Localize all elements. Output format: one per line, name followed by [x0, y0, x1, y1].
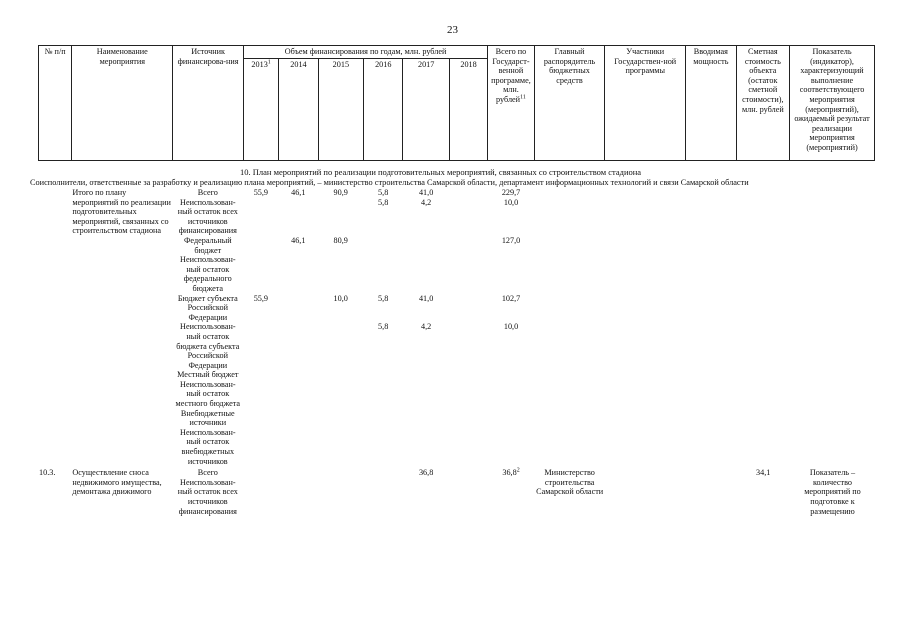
value-y2018 — [449, 188, 487, 198]
item-name: Осуществление сноса недвижимого имущества, демонтажа движимого — [72, 468, 162, 497]
empty-cell — [736, 409, 790, 428]
funding-source: Внебюджетные источники — [180, 408, 235, 428]
value-y2017 — [403, 236, 450, 255]
page-number: 23 — [447, 24, 458, 36]
empty-cell — [790, 188, 875, 198]
empty-cell — [736, 198, 790, 236]
empty-cell — [736, 322, 790, 370]
empty-cell — [605, 409, 686, 428]
value-y2018 — [449, 370, 487, 380]
value-y2013 — [243, 236, 278, 255]
empty-cell — [605, 322, 686, 370]
value-y2015: 80,9 — [333, 235, 348, 245]
empty-cell — [686, 294, 737, 323]
empty-cell — [686, 409, 737, 428]
total-value: 36,8 — [502, 468, 517, 478]
value-y2016 — [363, 370, 402, 380]
value-y2013 — [243, 466, 278, 478]
funding-source: Неиспользован-ный остаток бюджета субъекта Российской Федерации — [176, 322, 240, 370]
header-num: № п/п — [39, 46, 72, 161]
empty-cell — [790, 322, 875, 370]
value-y2015: 10,0 — [333, 293, 348, 303]
value-y2014 — [279, 428, 318, 466]
value-y2013 — [243, 478, 278, 516]
empty-cell — [790, 294, 875, 323]
value-y2014: 46,1 — [291, 235, 306, 245]
value-total — [488, 255, 535, 293]
empty-cell — [534, 409, 605, 428]
empty-cell — [534, 236, 605, 255]
value-y2015 — [318, 198, 363, 236]
value-y2018 — [449, 294, 487, 323]
empty-cell — [605, 188, 686, 198]
value-y2014: 46,1 — [291, 188, 306, 197]
value-y2017 — [403, 428, 450, 466]
value-y2014 — [279, 198, 318, 236]
value-y2018 — [449, 322, 487, 370]
group-total-name: Итого по плану мероприятий по реализации подготовительных мероприятий, связанных со строительством стадиона — [72, 188, 171, 236]
empty-cell — [686, 188, 737, 198]
value-y2013 — [243, 198, 278, 236]
value-y2016 — [363, 478, 402, 516]
value-total — [488, 370, 535, 380]
funding-source: Федеральный бюджет — [183, 235, 232, 255]
header-capacity: Вводимая мощность — [686, 46, 736, 161]
value-y2016 — [363, 409, 402, 428]
value-y2014 — [279, 255, 318, 293]
header-estimated-cost: Сметная стоимость объекта (остаток сметной стоимости), млн. рублей — [736, 46, 790, 161]
header-year-2017: 2017 — [403, 59, 449, 161]
header-name: Наименование мероприятия — [72, 46, 173, 161]
section-coexecutors: Соисполнители, ответственные за разработку и реализацию плана мероприятий, – министерство строительства Самарской области, департамент информационных технологий и связи Самарской области — [30, 178, 749, 187]
funding-source: Всего — [197, 188, 218, 197]
table-header — [38, 45, 875, 161]
empty-cell — [605, 380, 686, 409]
value-y2017: 4,2 — [421, 197, 432, 207]
value-total: 127,0 — [501, 235, 521, 245]
value-y2014 — [279, 409, 318, 428]
empty-cell — [790, 198, 875, 236]
empty-cell — [605, 294, 686, 323]
empty-cell — [736, 428, 790, 466]
value-total — [488, 380, 535, 409]
empty-cell — [736, 294, 790, 323]
value-y2015 — [318, 322, 363, 370]
funding-source: Неиспользован-ный остаток всех источников финансирования — [177, 477, 238, 516]
empty-cell — [736, 255, 790, 293]
value-total: 102,7 — [501, 293, 521, 303]
value-y2015 — [318, 255, 363, 293]
value-y2016 — [363, 255, 402, 293]
empty-cell — [790, 380, 875, 409]
value-y2015 — [318, 478, 363, 516]
item-num: 10.3. — [39, 468, 56, 478]
value-y2016 — [363, 380, 402, 409]
funding-source: Неиспользован-ный остаток федерального бюджета — [180, 255, 236, 293]
funding-source: Неиспользован-ный остаток местного бюджета — [175, 379, 241, 409]
value-y2016 — [363, 466, 402, 478]
value-y2018 — [449, 478, 487, 516]
empty-cell — [534, 428, 605, 466]
empty-cell — [605, 428, 686, 466]
value-total: 10,0 — [503, 197, 519, 207]
item-estimated-cost: 34,1 — [756, 468, 771, 478]
empty-cell — [736, 236, 790, 255]
table-body — [38, 188, 875, 516]
empty-cell — [686, 380, 737, 409]
empty-cell — [686, 428, 737, 466]
funding-source: Бюджет субъекта Российской Федерации — [177, 293, 238, 322]
empty-cell — [736, 370, 790, 380]
value-y2015 — [318, 409, 363, 428]
empty-cell — [605, 198, 686, 236]
table-row — [38, 188, 875, 198]
item-10-3-rows — [38, 466, 875, 516]
value-y2016: 5,8 — [378, 188, 389, 197]
value-y2018 — [449, 236, 487, 255]
empty-cell — [534, 322, 605, 370]
header-main-manager: Главный распорядитель бюджетных средств — [534, 46, 605, 161]
value-y2016 — [363, 236, 402, 255]
value-y2014 — [279, 294, 318, 323]
empty-cell — [790, 370, 875, 380]
value-y2015 — [318, 380, 363, 409]
value-y2017 — [403, 380, 450, 409]
value-y2013 — [243, 428, 278, 466]
table-row — [38, 466, 875, 478]
item-capacity — [686, 466, 737, 516]
empty-cell — [686, 198, 737, 236]
value-y2016: 5,8 — [378, 293, 389, 303]
value-total: 10,0 — [503, 322, 519, 332]
item-participants — [605, 466, 686, 516]
value-y2017: 36,8 — [418, 468, 434, 478]
row-num-cell — [38, 188, 71, 466]
header-year-2013: 2013$^1$ — [243, 59, 278, 161]
empty-cell — [605, 370, 686, 380]
header-year-2016: 2016 — [364, 59, 403, 161]
value-total — [488, 478, 535, 516]
value-y2013 — [243, 322, 278, 370]
empty-cell — [534, 370, 605, 380]
header-total: Всего по Государст-венной программе, млн. рублей$^{11}$ — [488, 46, 534, 161]
empty-cell — [790, 236, 875, 255]
empty-cell — [605, 236, 686, 255]
value-y2016: 5,8 — [378, 322, 389, 332]
item-manager: Министерство строительства Самарской области — [536, 468, 604, 497]
empty-cell — [534, 255, 605, 293]
value-y2013 — [243, 409, 278, 428]
header-indicator: Показатель (индикатор), характеризующий выполнение соответствующего мероприятия (мероприятий), ожидаемый результат реализации мероприятия (мероприятий) — [790, 46, 875, 161]
header-volume-by-years: Объем финансирования по годам, млн. рублей — [243, 46, 487, 59]
value-y2017: 41,0 — [418, 293, 434, 303]
value-y2018 — [449, 466, 487, 478]
funding-source: Всего — [197, 468, 218, 478]
value-y2013 — [243, 255, 278, 293]
empty-cell — [605, 255, 686, 293]
funding-source: Местный бюджет — [177, 370, 239, 380]
header-year-2014: 2014 — [279, 59, 318, 161]
empty-cell — [534, 188, 605, 198]
value-y2015 — [318, 466, 363, 478]
funding-source: Неиспользован-ный остаток внебюджетных источников — [180, 427, 236, 466]
item-indicator: Показатель – количество мероприятий по подготовке к размещению — [804, 468, 861, 516]
empty-cell — [736, 380, 790, 409]
value-y2015: 90,9 — [333, 188, 348, 197]
section-title: 10. План мероприятий по реализации подготовительных мероприятий, связанных со строительством стадиона — [240, 167, 642, 177]
value-y2017 — [403, 409, 450, 428]
header-participants: Участники Государствен-ной программы — [605, 46, 686, 161]
empty-cell — [686, 322, 737, 370]
value-y2018 — [449, 428, 487, 466]
empty-cell — [790, 428, 875, 466]
empty-cell — [686, 370, 737, 380]
value-y2014 — [279, 370, 318, 380]
value-y2018 — [449, 198, 487, 236]
value-y2018 — [449, 409, 487, 428]
header-year-2018: 2018 — [449, 59, 487, 161]
empty-cell — [790, 409, 875, 428]
value-total — [488, 466, 535, 478]
value-y2018 — [449, 255, 487, 293]
header-source: Источник финансирова-ния — [173, 46, 244, 161]
value-y2014 — [279, 322, 318, 370]
total-footnote: 2 — [516, 467, 520, 474]
value-y2017 — [403, 478, 450, 516]
value-y2017: 41,0 — [418, 188, 434, 197]
value-total — [488, 409, 535, 428]
header-year-2015: 2015 — [318, 59, 363, 161]
value-y2017: 4,2 — [421, 322, 432, 332]
value-y2013 — [243, 380, 278, 409]
empty-cell — [790, 255, 875, 293]
value-y2018 — [449, 380, 487, 409]
empty-cell — [686, 255, 737, 293]
value-y2014 — [279, 478, 318, 516]
group-total-rows — [38, 188, 875, 466]
value-y2015 — [318, 370, 363, 380]
empty-cell — [686, 236, 737, 255]
value-y2017 — [403, 370, 450, 380]
value-total: 229,7 — [501, 188, 521, 197]
value-y2014 — [279, 380, 318, 409]
value-y2015 — [318, 428, 363, 466]
funding-source: Неиспользован-ный остаток всех источников финансирования — [177, 197, 238, 236]
value-total — [488, 428, 535, 466]
empty-cell — [534, 294, 605, 323]
value-y2017 — [403, 255, 450, 293]
value-y2014 — [279, 466, 318, 478]
value-y2016: 5,8 — [378, 197, 389, 207]
empty-cell — [534, 380, 605, 409]
value-y2013: 55,9 — [253, 188, 269, 197]
value-y2013 — [243, 370, 278, 380]
value-y2016 — [363, 428, 402, 466]
empty-cell — [736, 188, 790, 198]
value-y2013: 55,9 — [253, 293, 269, 303]
empty-cell — [534, 198, 605, 236]
